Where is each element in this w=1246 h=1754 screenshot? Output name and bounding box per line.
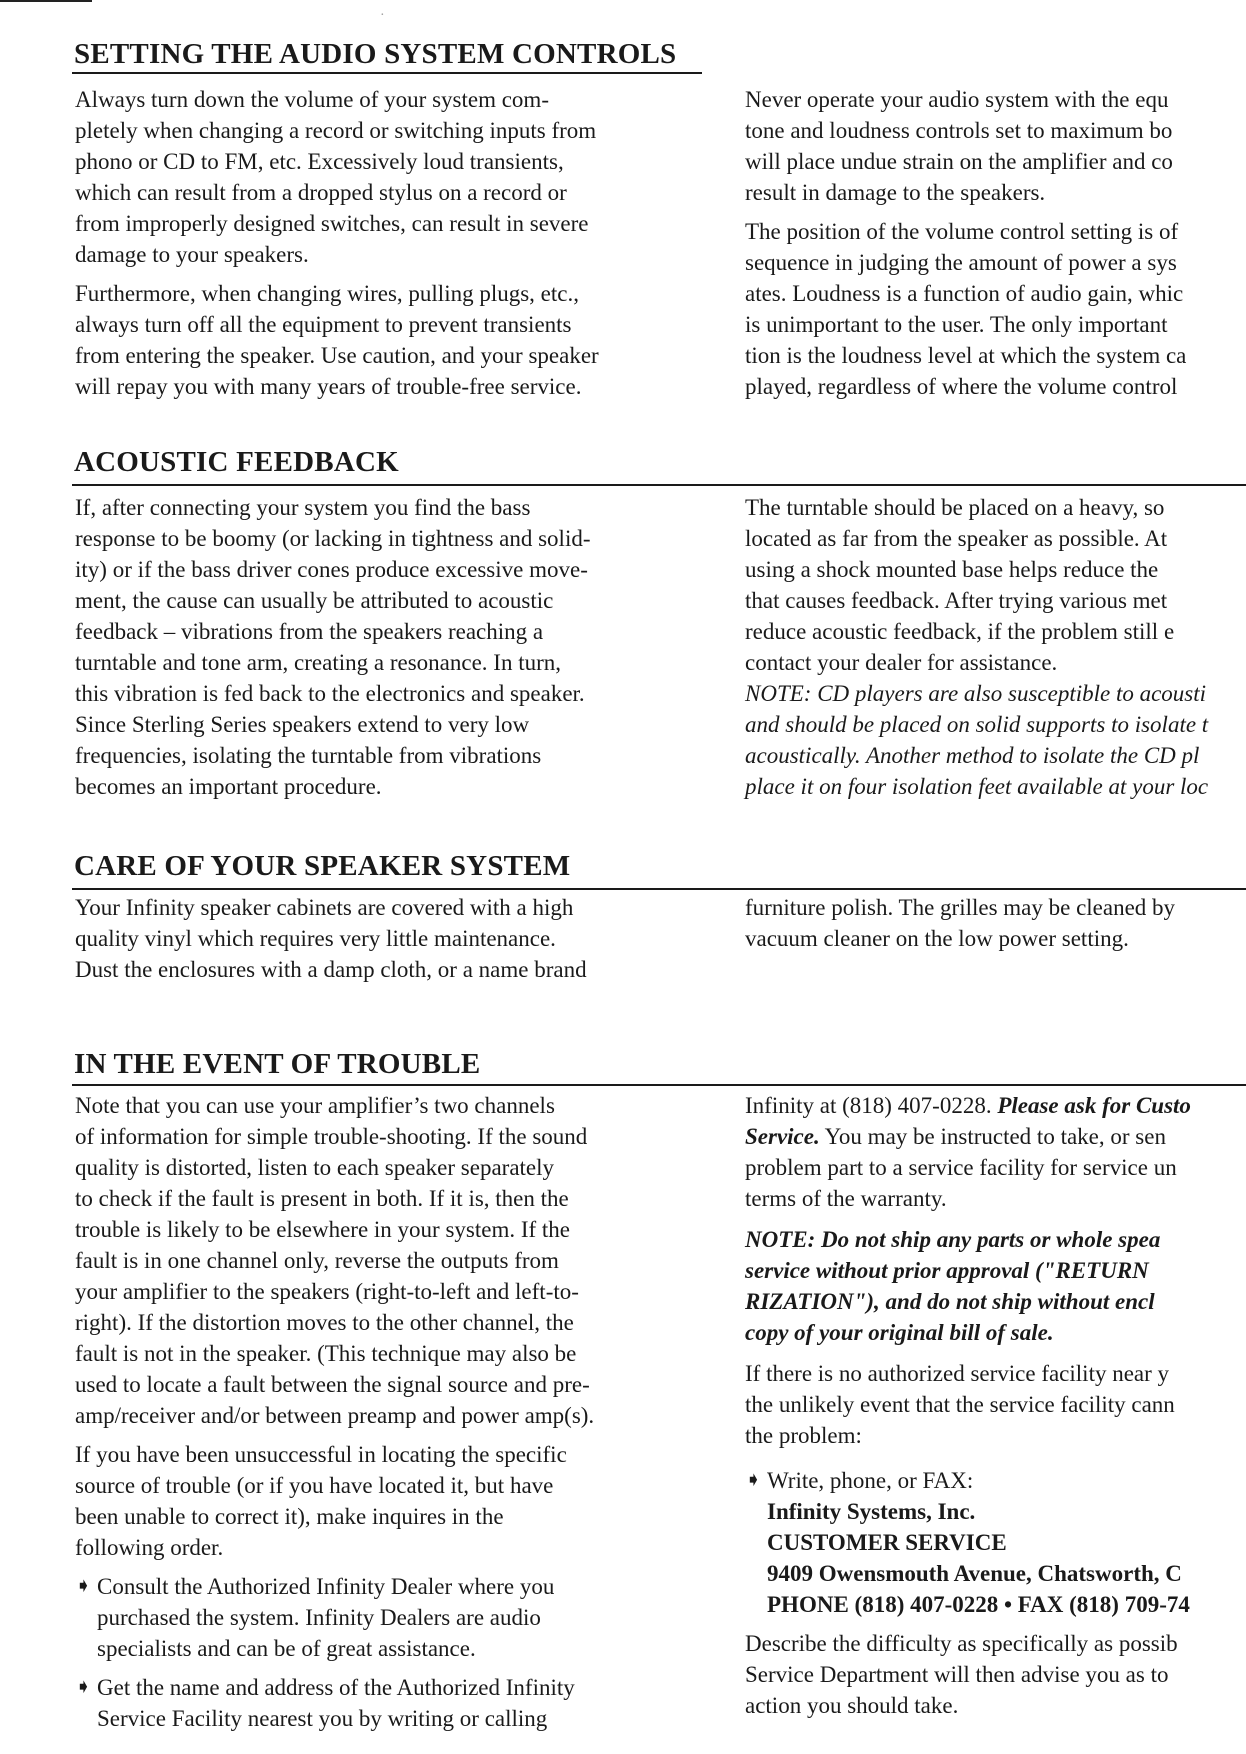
bullet-arrow-icon: ➧ — [75, 1676, 92, 1698]
section-rule-feedback — [72, 484, 1246, 486]
section-title-audio-controls: SETTING THE AUDIO SYSTEM CONTROLS — [74, 38, 677, 70]
section-rule-audio — [72, 72, 702, 74]
audio-right-column — [745, 84, 1186, 402]
top-edge-line — [0, 0, 92, 2]
section-rule-trouble — [72, 1084, 1246, 1086]
trouble-shipping-note: NOTE: Do not ship any parts or whole spea service without prior approval ("RETURN RIZATION"), and do not ship without encl copy of your original bill of sale. — [745, 1227, 1161, 1345]
trouble-left-paragraph-2: If you have been unsuccessful in locating the specific source of trouble (or if you have located it, but have been unable to correct it), make inquires in the following order. — [75, 1442, 567, 1560]
audio-left-column — [75, 84, 599, 402]
audio-left-paragraph-2: Furthermore, when changing wires, pulling plugs, etc., always turn off all the equipment to prevent transients from entering the speaker. Use caution, and your speaker will repay you with many years of trouble-free service. — [75, 281, 599, 399]
trouble-left-paragraph-1: Note that you can use your amplifier’s two channels of information for simple trouble-shooting. If the sound quality is distorted, listen to each speaker separately to check if the fault is present in both. If it is, then the trouble is likely to be elsewhere in your system. If the fault is in one channel only, reverse the outputs from your amplifier to the speakers (right-to-left and left-to- right). If the distortion moves to the other channel, the fault is not in the speaker. (This technique may also be used to locate a fault between the signal source and pre- amp/receiver and/or between preamp and power amp(s). — [75, 1093, 595, 1428]
trouble-right-paragraph-1: Infinity at (818) 407-0228. Please ask for Custo Service. You may be instructed to take, or sen problem part to a service facility for service un terms of the warranty. — [745, 1093, 1191, 1211]
audio-left-paragraph-1: Always turn down the volume of your system com- pletely when changing a record or switching inputs from phono or CD to FM, etc. Excessively loud transients, which can result from a dropped stylus on a record or from improperly designed switches, can result in severe damage to your speakers. — [75, 87, 597, 267]
trouble-left-column — [75, 1090, 594, 1734]
feedback-note: NOTE: CD players are also susceptible to acousti and should be placed on solid supports to isolate t acoustically. Another method to isolate the CD pl place it on four isolation feet available at your loc — [745, 681, 1209, 799]
trouble-right-column — [745, 1090, 1191, 1721]
feedback-left-paragraph: If, after connecting your system you find the bass response to be boomy (or lacking in tightness and solid- ity) or if the bass driver cones produce excessive move- ment, the cause can usually be attributed to acoustic feedback – vibrations from the speakers reaching a turntable and tone arm, creating a resonance. In turn, this vibration is fed back to the electronics and speaker. Since Sterling Series speakers extend to very low frequencies, isolating the turntable from vibrations becomes an important procedure. — [75, 495, 591, 799]
audio-right-paragraph-1: Never operate your audio system with the equ tone and loudness controls set to maximum bo will place undue strain on the amplifier and co result in damage to the speakers. — [745, 87, 1173, 205]
trouble-right-paragraph-5: Describe the difficulty as specifically as possib Service Department will then advise you as to action you should take. — [745, 1631, 1178, 1718]
trouble-right-paragraph-3: If there is no authorized service facility near y the unlikely event that the service facility cann the problem: — [745, 1361, 1175, 1448]
feedback-left-column — [75, 492, 591, 802]
care-left-column — [75, 892, 587, 985]
bullet-arrow-icon: ➧ — [745, 1469, 762, 1491]
section-title-care: CARE OF YOUR SPEAKER SYSTEM — [74, 850, 571, 882]
feedback-right-column — [745, 492, 1208, 802]
trouble-bullet-1: ➧ Consult the Authorized Infinity Dealer where you purchased the system. Infinity Dealers are audio specialists and can be of great assistance. — [75, 1571, 594, 1664]
contact-block: ➧ Write, phone, or FAX: Infinity Systems, Inc. CUSTOMER SERVICE 9409 Owensmouth Avenue, Chatsworth, C PHONE (818) 407-0228 • FAX (818) 709-74 — [745, 1465, 1191, 1620]
audio-right-paragraph-2: The position of the volume control setting is of sequence in judging the amount of power a sys ates. Loudness is a function of audio gain, whic is unimportant to the user. The only important tion is the loudness level at which the system ca played, regardless of where the volume control — [745, 219, 1187, 399]
bullet-arrow-icon: ➧ — [75, 1575, 92, 1597]
care-right-paragraph: furniture polish. The grilles may be cleaned by vacuum cleaner on the low power setting. — [745, 895, 1176, 951]
section-rule-care — [72, 888, 1246, 890]
care-left-paragraph: Your Infinity speaker cabinets are covered with a high quality vinyl which requires very little maintenance. Dust the enclosures with a damp cloth, or a name brand — [75, 895, 587, 982]
care-right-column — [745, 892, 1175, 954]
section-title-trouble: IN THE EVENT OF TROUBLE — [74, 1048, 481, 1080]
feedback-right-paragraph: The turntable should be placed on a heavy, so located as far from the speaker as possible. At using a shock mounted base helps reduce the that causes feedback. After trying various met reduce acoustic feedback, if the problem still e contact your dealer for assistance. — [745, 495, 1175, 675]
scan-speck: · — [380, 8, 385, 23]
trouble-bullet-2: ➧ Get the name and address of the Authorized Infinity Service Facility nearest you by writing or calling — [75, 1672, 594, 1734]
section-title-acoustic-feedback: ACOUSTIC FEEDBACK — [74, 446, 399, 478]
